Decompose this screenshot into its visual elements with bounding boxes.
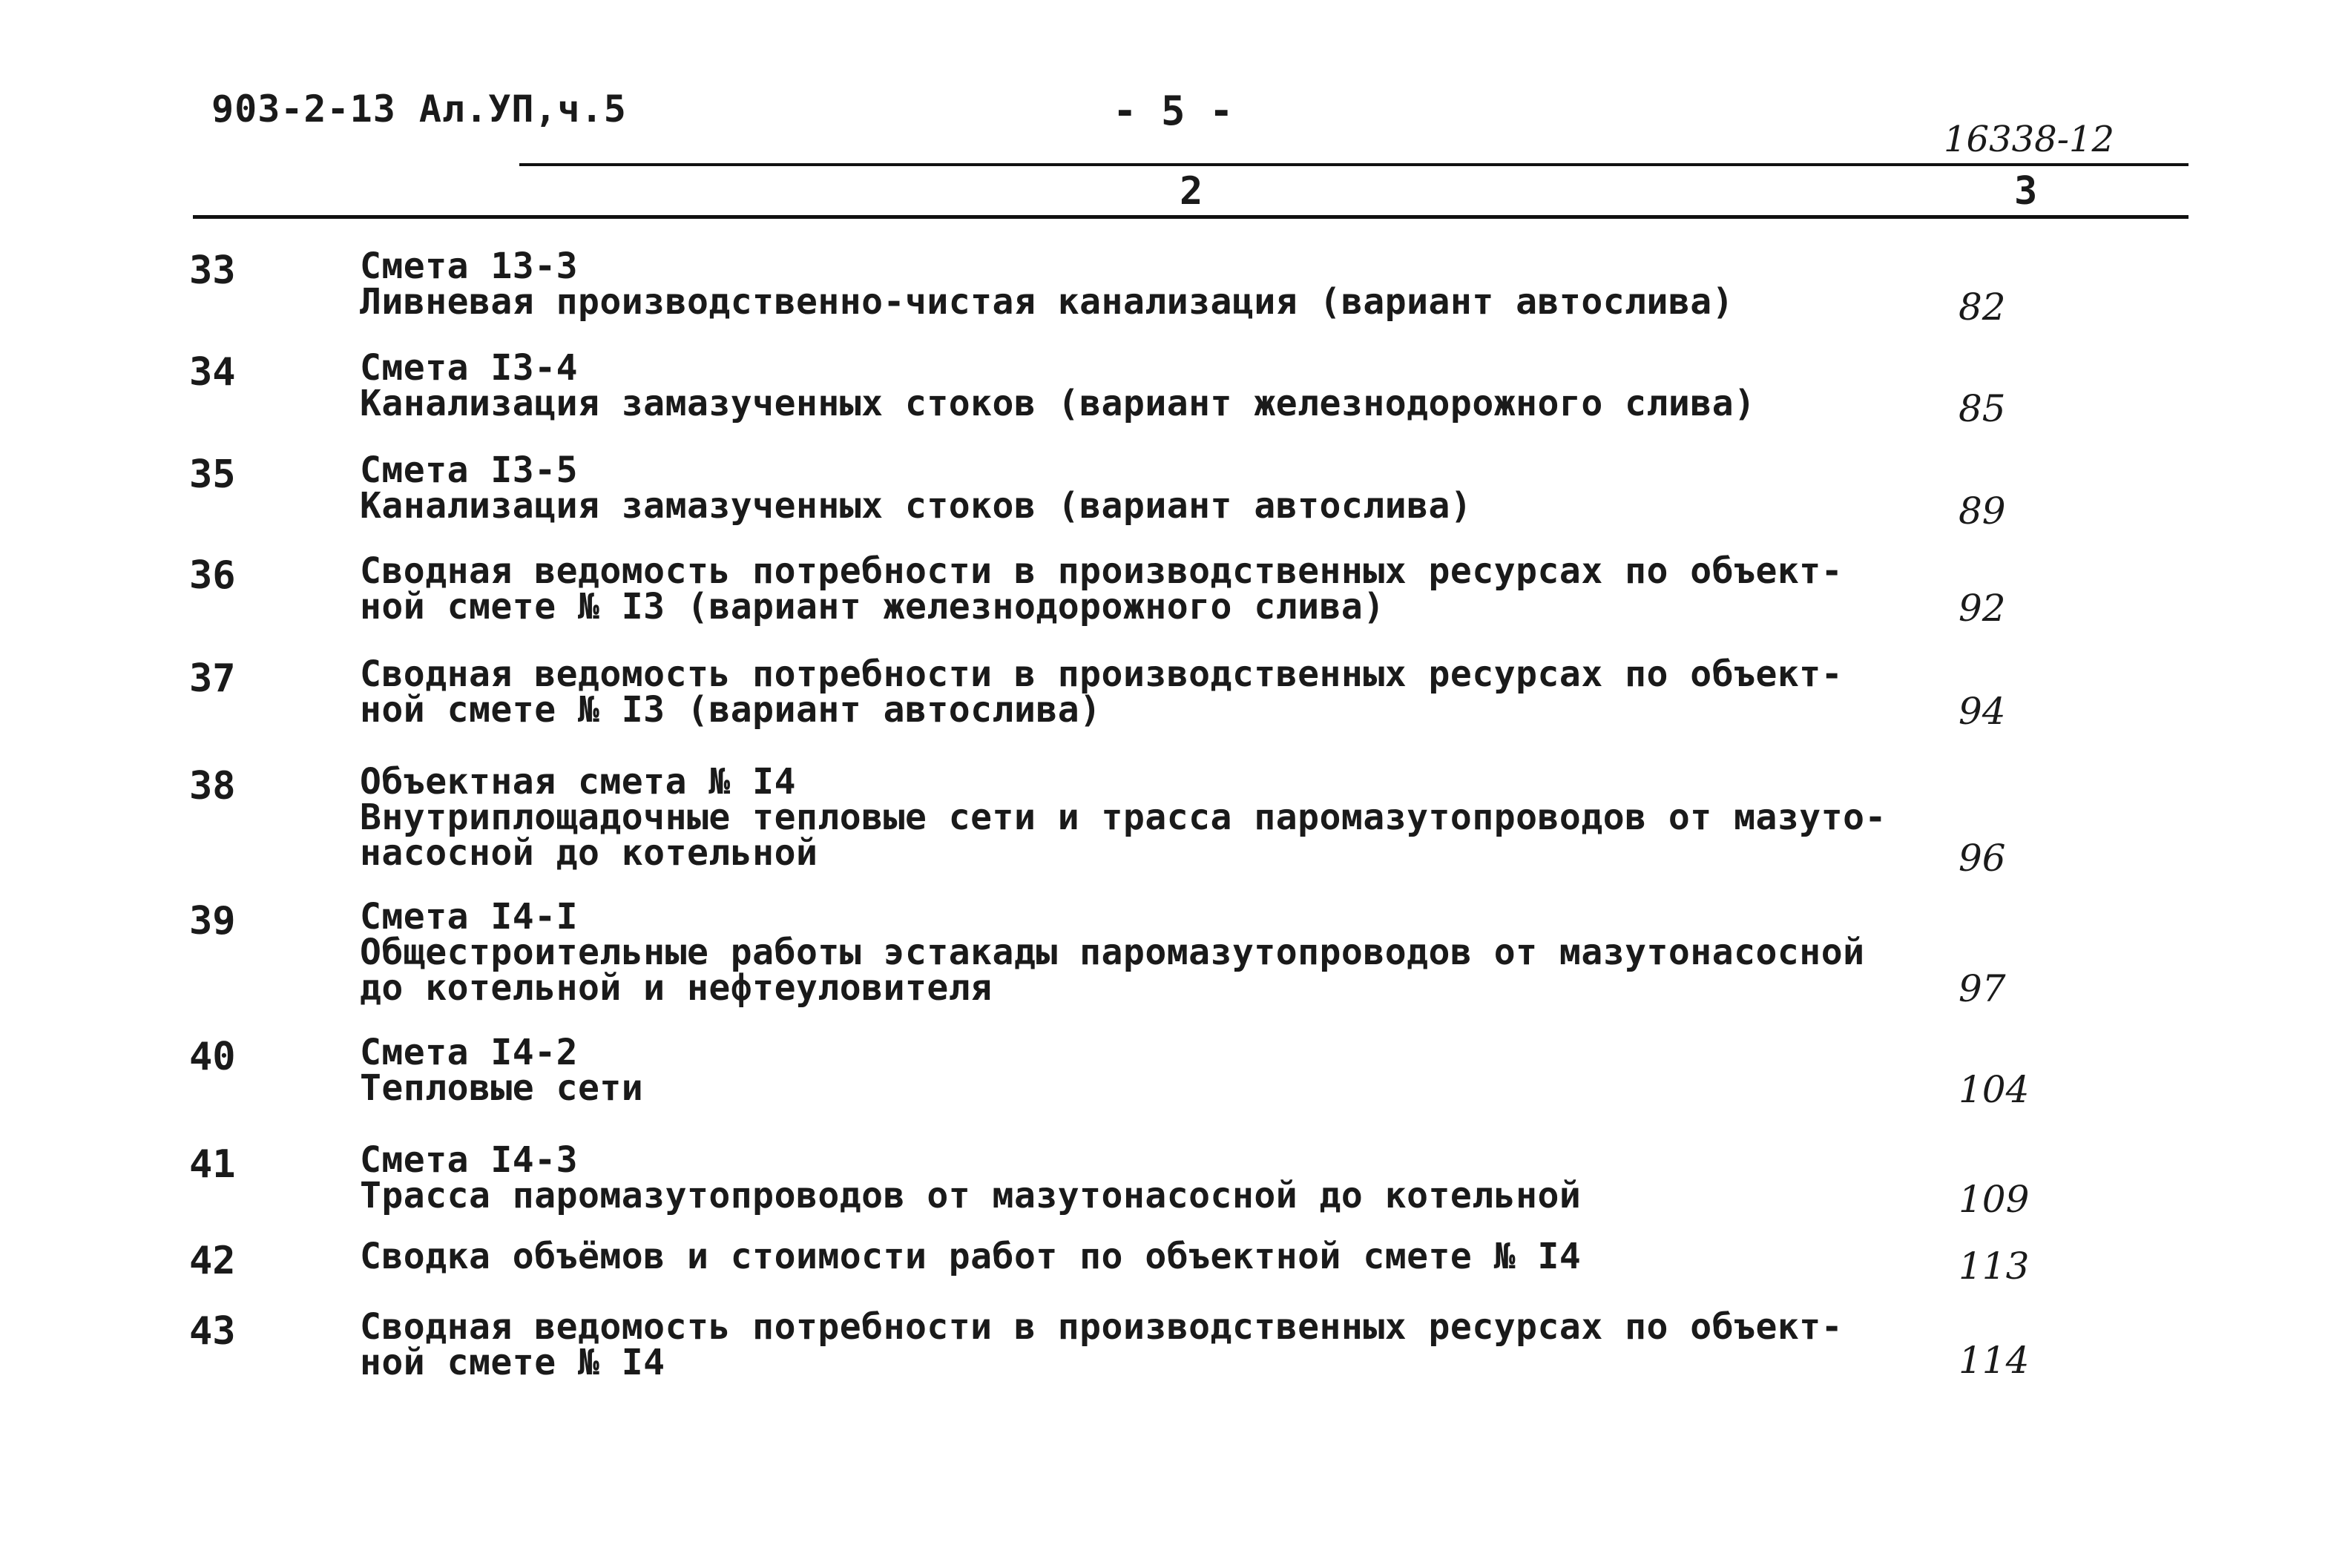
entry-line: Трасса паромазутопроводов от мазутонасосной до котельной: [360, 1175, 1582, 1216]
entry-line: Сводная ведомость потребности в производственных ресурсах по объект-: [360, 550, 1844, 592]
entry-number: 42: [189, 1239, 236, 1283]
entry-text: [360, 1139, 1918, 1216]
entry-number: 37: [189, 656, 236, 701]
entry-line: Смета I3-4: [360, 347, 578, 389]
entry-number: 38: [189, 764, 236, 808]
entry-text: [360, 653, 1918, 731]
entry-line: Сводная ведомость потребности в производственных ресурсах по объект-: [360, 653, 1844, 695]
entry-line: Смета I4-I: [360, 896, 578, 938]
entry-text: [360, 761, 1918, 874]
entry-text: [360, 896, 1918, 1009]
entry-page: 96: [1959, 837, 2006, 880]
entry-page: 85: [1959, 387, 2006, 430]
entry-line: Смета I4-3: [360, 1139, 578, 1181]
entry-text: [360, 550, 1918, 627]
entry-text: [360, 1306, 1918, 1383]
entry-line: Сводная ведомость потребности в производственных ресурсах по объект-: [360, 1306, 1844, 1348]
entry-page: 82: [1959, 286, 2006, 329]
table-header-rule: [193, 215, 2188, 219]
entry-number: 39: [189, 899, 236, 943]
entry-text: [360, 1032, 1918, 1109]
entry-text: [360, 449, 1918, 527]
entry-line: Смета I3-5: [360, 449, 578, 491]
entry-line: насосной до котельной: [360, 832, 818, 874]
entry-line: Объектная смета № I4: [360, 761, 796, 803]
page-number: - 5 -: [1113, 88, 1234, 134]
column-header-3: 3: [2014, 169, 2038, 214]
entry-line: Смета 13-3: [360, 246, 578, 287]
entry-page: 97: [1959, 967, 2006, 1010]
entry-line: до котельной и нефтеуловителя: [360, 967, 993, 1009]
entry-page: 89: [1959, 490, 2006, 533]
entry-line: Внутриплощадочные тепловые сети и трасса паромазутопроводов от мазуто-: [360, 797, 1887, 838]
entry-page: 92: [1959, 587, 2006, 630]
entry-line: Смета I4-2: [360, 1032, 578, 1073]
header-rule: [519, 163, 2188, 166]
entry-page: 109: [1959, 1178, 2030, 1221]
entry-text: [360, 1236, 1918, 1277]
entry-text: [360, 246, 1918, 323]
document-code: 903-2-13 Ал.УП,ч.5: [211, 88, 627, 131]
entry-line: Тепловые сети: [360, 1067, 644, 1109]
entry-page: 114: [1959, 1339, 2030, 1382]
entry-page: 94: [1959, 690, 2006, 733]
entry-line: ной смете № I4: [360, 1342, 665, 1383]
entry-text: [360, 347, 1918, 424]
entry-line: Сводка объёмов и стоимости работ по объектной смете № I4: [360, 1236, 1582, 1277]
entry-number: 34: [189, 350, 236, 395]
inventory-number: 16338-12: [1944, 119, 2114, 160]
entry-page: 113: [1959, 1245, 2030, 1288]
entry-number: 33: [189, 248, 236, 293]
column-header-2: 2: [1180, 169, 1203, 214]
entry-number: 41: [189, 1142, 236, 1187]
entry-line: Канализация замазученных стоков (вариант автослива): [360, 485, 1473, 527]
entry-line: Ливневая производственно-чистая канализация (вариант автослива): [360, 281, 1734, 323]
entry-line: ной смете № I3 (вариант железнодорожного слива): [360, 586, 1385, 627]
entry-line: Канализация замазученных стоков (вариант железнодорожного слива): [360, 383, 1756, 424]
entry-number: 40: [189, 1035, 236, 1079]
entry-page: 104: [1959, 1068, 2030, 1111]
entry-number: 36: [189, 553, 236, 598]
entry-line: Общестроительные работы эстакады паромазутопроводов от мазутонасосной: [360, 932, 1865, 973]
entry-line: ной смете № I3 (вариант автослива): [360, 689, 1102, 731]
entry-number: 35: [189, 452, 236, 497]
entry-number: 43: [189, 1309, 236, 1354]
